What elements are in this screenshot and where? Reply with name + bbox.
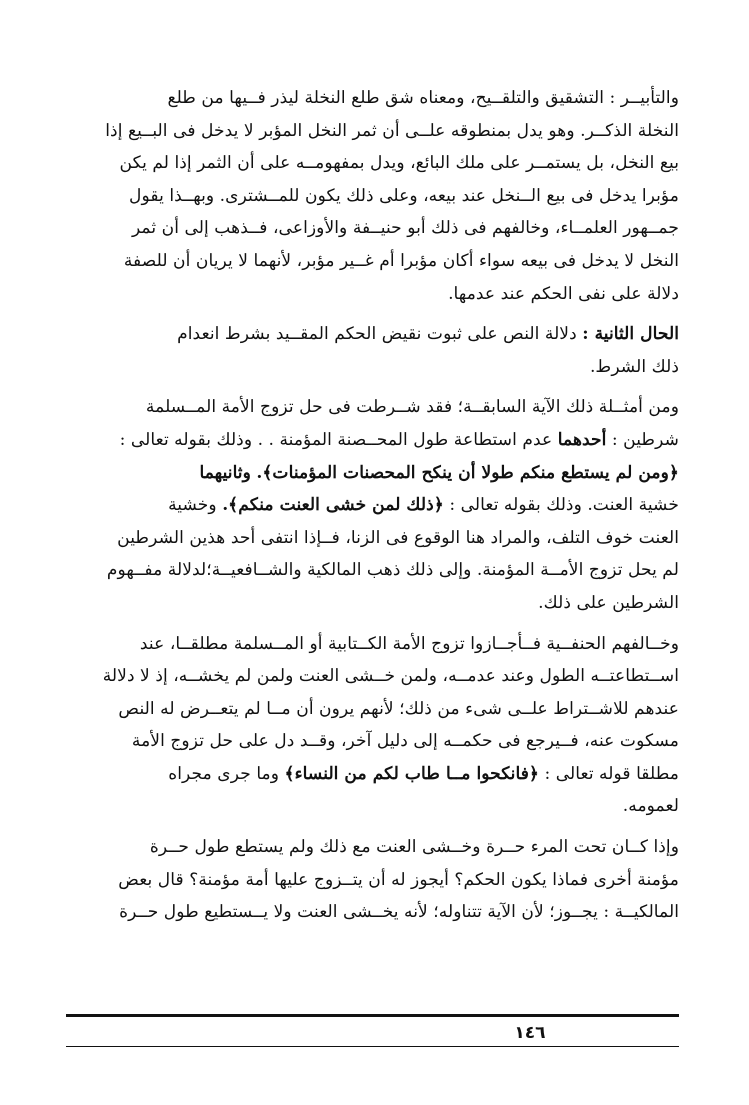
paragraph-4-line-5a: مطلقا قوله تعالى : <box>544 763 679 784</box>
paragraph-2-line-2: ذلك الشرط. <box>589 356 679 377</box>
paragraph-1-line-4: مؤبرا يدخل فى بيع الــنخل عند بيعه، وعلى ذلك يكون للمــشترى. وبهــذا يقول <box>129 185 679 206</box>
paragraph-3-line-4b: وخشية <box>168 495 223 516</box>
paragraph-5-line-3: المالكيــة : يجــوز؛ لأن الآية تتناوله؛ لأنه يخــشى العنت ولا يــستطيع طول حــرة <box>119 902 679 923</box>
paragraph-3 <box>66 391 679 619</box>
paragraph-5-line-1: وإذا كــان تحت المرء حــرة وخــشى العنت مع ذلك ولم يستطع طول حــرة <box>149 837 679 858</box>
paragraph-5-line-2: مؤمنة أخرى فماذا يكون الحكم؟ أيجوز له أن يتــزوج عليها أمة مؤمنة؟ قال بعض <box>118 869 679 890</box>
paragraph-4-line-5b: وما جرى مجراه <box>168 763 285 784</box>
paragraph-3-line-2a: شرطين : <box>611 429 679 450</box>
quran-quote-2: ﴿ذلك لمن خشى العنت منكم﴾. <box>222 495 444 516</box>
paragraph-4-line-2: اســتطاعتــه الطول وعند عدمــه، ولمن خــشى العنت ولمن لم يخشــه، إذ لا دلالة <box>102 666 679 687</box>
quran-quote-3: ﴿فانكحوا مــا طاب لكم من النساء﴾ <box>284 763 539 784</box>
paragraph-4-line-1: وخــالفهم الحنفــية فــأجــازوا تزوج الأمة الكــتابية أو المــسلمة مطلقــا، عند <box>139 633 679 654</box>
paragraph-1-line-5: جمــهور العلمــاء، وخالفهم فى ذلك أبو حنيــفة والأوزاعى، فــذهب إلى أن ثمر <box>131 218 679 239</box>
footer-rule-bottom <box>66 1046 679 1047</box>
paragraph-3-line-6: لم يحل تزوج الأمــة المؤمنة. وإلى ذلك ذهب المالكية والشــافعيــة؛لدلالة مفــهوم <box>106 560 679 581</box>
paragraph-1-line-3: بيع النخل، بل يستمــر على ملك البائع، ويدل بمفهومــه على أن الثمر إذا لم يكن <box>119 153 679 174</box>
paragraph-1-line-2: النخلة الذكــر. وهو يدل بمنطوقه علــى أن ثمر النخل المؤبر لا يدخل فى البــيع إذا <box>105 120 679 141</box>
paragraph-5 <box>66 831 679 929</box>
paragraph-4-line-6: لعمومه. <box>622 796 679 817</box>
paragraph-3-line-4a: خشية العنت. وذلك بقوله تعالى : <box>449 495 679 516</box>
paragraph-2 <box>66 318 679 383</box>
paragraph-4 <box>66 628 679 824</box>
paragraph-1-line-6: النخل لا يدخل فى بيعه سواء أكان مؤبرا أم غــير مؤبر، لأنهما لا يريان أن للصفة <box>123 250 679 271</box>
page-body <box>66 82 679 929</box>
first-condition-label: أحدهما <box>557 429 607 450</box>
second-condition-label: وثانيهما <box>199 462 251 483</box>
page-number: ١٤٦ <box>514 1023 546 1043</box>
footer-rule-top <box>66 1014 679 1017</box>
paragraph-2-line-1: دلالة النص على ثبوت نقيض الحكم المقــيد بشرط انعدام <box>177 324 583 345</box>
paragraph-3-line-1: ومن أمثــلة ذلك الآية السابقــة؛ فقد شــرطت فى حل تزوج الأمة المــسلمة <box>145 397 679 418</box>
paragraph-3-line-5: العنت خوف التلف، والمراد هنا الوقوع فى الزنا، فــإذا انتفى أحد هذين الشرطين <box>117 527 679 548</box>
paragraph-1-line-7: دلالة على نفى الحكم عند عدمها. <box>448 283 679 304</box>
section-heading: الحال الثانية : <box>582 324 679 345</box>
paragraph-3-line-2b: عدم استطاعة طول المحــصنة المؤمنة . . وذلك بقوله تعالى : <box>119 429 553 450</box>
paragraph-3-line-7: الشرطين على ذلك. <box>538 592 679 613</box>
paragraph-4-line-4: مسكوت عنه، فــيرجع فى حكمــه إلى دليل آخر، وقــد دل على حل تزوج الأمة <box>131 731 679 752</box>
quran-quote-1: ﴿ومن لم يستطع منكم طولا أن ينكح المحصنات المؤمنات﴾. <box>256 462 679 483</box>
paragraph-1 <box>66 82 679 310</box>
paragraph-4-line-3: عندهم للاشــتراط علــى شىء من ذلك؛ لأنهم يرون أن مــا لم يتعــرض له النص <box>118 698 679 719</box>
paragraph-1-line-1: والتأبيــر : التشقيق والتلقــيح، ومعناه شق طلع النخلة ليذر فــيها من طلع <box>167 88 679 108</box>
